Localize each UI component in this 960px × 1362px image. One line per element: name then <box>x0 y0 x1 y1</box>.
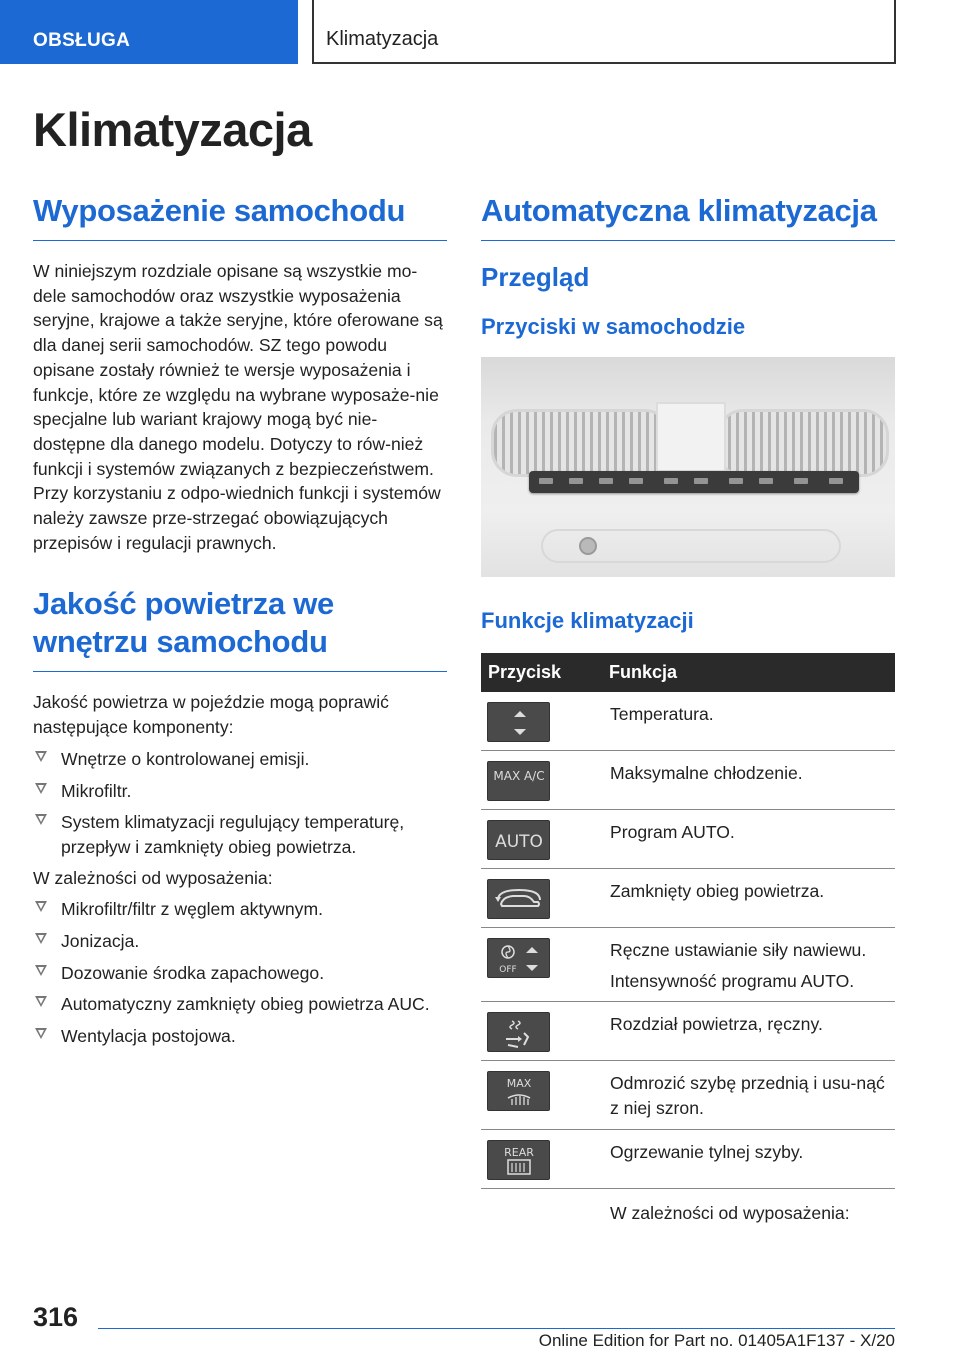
overview-heading: Przegląd <box>481 262 590 292</box>
table-row <box>481 869 895 928</box>
footer-divider <box>98 1328 895 1329</box>
equipment-heading: Wyposażenie samochodu <box>33 192 447 241</box>
function-text: Rozdział powietrza, ręczny. <box>605 1002 895 1061</box>
svg-text:REAR: REAR <box>504 1145 534 1159</box>
air-quality-heading: Jakość powietrza we wnętrzu samochodu <box>33 585 447 672</box>
max-ac-icon <box>487 761 550 801</box>
svg-text:OFF: OFF <box>499 965 517 975</box>
list-item: Wnętrze o kontrolowanej emisji. <box>33 747 447 772</box>
dashboard-photo <box>481 357 895 577</box>
right-air-vent <box>717 409 889 477</box>
list-item: Mikrofiltr/filtr z węglem aktywnym. <box>33 897 447 922</box>
left-air-vent <box>491 409 671 477</box>
bullet-triangle-icon <box>35 783 47 794</box>
climate-control-panel <box>529 471 859 493</box>
air-quality-list <box>33 747 447 860</box>
header-chapter-title: Klimatyzacja <box>312 0 896 64</box>
table-row <box>481 810 895 869</box>
volume-knob <box>579 537 597 555</box>
svg-text:MAX A/C: MAX A/C <box>493 769 545 783</box>
table-row <box>481 1188 895 1233</box>
function-text: Zamknięty obieg powietrza. <box>605 869 895 928</box>
function-text: Maksymalne chłodzenie. <box>605 751 895 810</box>
list-item: Dozowanie środka zapachowego. <box>33 961 447 986</box>
list-item: Automatyczny zamknięty obieg powietrza AUC. <box>33 992 447 1017</box>
page-title: Klimatyzacja <box>33 103 312 156</box>
bullet-triangle-icon <box>35 751 47 762</box>
function-text: Program AUTO. <box>605 810 895 869</box>
bullet-triangle-icon <box>35 965 47 976</box>
rear-defrost-icon <box>487 1140 550 1180</box>
header-section-tab[interactable]: OBSŁUGA <box>0 0 298 64</box>
svg-text:MAX: MAX <box>506 1077 532 1091</box>
center-panel <box>656 402 726 472</box>
function-text: Odmrozić szybę przednią i usu-nąć z niej szron. <box>605 1061 895 1129</box>
air-quality-intro: Jakość powietrza w pojeździe mogą poprawić następujące komponenty: <box>33 692 389 738</box>
column-header-button: Przycisk <box>481 653 605 692</box>
function-footer-note: W zależności od wyposażenia: <box>605 1188 895 1233</box>
max-defrost-icon <box>487 1071 550 1111</box>
auto-climate-heading: Automatyczna klimatyzacja <box>481 192 895 241</box>
function-text: Temperatura. <box>605 692 895 751</box>
list-item: System klimatyzacji regulujący temperaturę, przepływ i zamknięty obieg powietrza. <box>33 810 447 859</box>
function-text: Ogrzewanie tylnej szyby. <box>605 1129 895 1188</box>
fan-speed-icon <box>487 938 550 978</box>
table-row <box>481 928 895 1002</box>
table-row <box>481 1129 895 1188</box>
table-row <box>481 1061 895 1129</box>
functions-heading: Funkcje klimatyzacji <box>481 608 694 633</box>
table-row <box>481 1002 895 1061</box>
column-header-function: Funkcja <box>605 653 895 692</box>
bullet-triangle-icon <box>35 814 47 825</box>
table-row <box>481 751 895 810</box>
table-header-row <box>481 653 895 692</box>
list-item: Jonizacja. <box>33 929 447 954</box>
function-text: Ręczne ustawianie siły nawiewu. <box>610 940 867 960</box>
list-item: Wentylacja postojowa. <box>33 1024 447 1049</box>
air-distribution-icon <box>487 1012 550 1052</box>
climate-functions-table <box>481 653 895 1234</box>
table-row <box>481 692 895 751</box>
bullet-triangle-icon <box>35 933 47 944</box>
svg-text:AUTO: AUTO <box>495 832 543 852</box>
footer-edition: Online Edition for Part no. 01405A1F137 - X/20 <box>538 1331 895 1350</box>
temperature-arrows-icon <box>487 702 550 742</box>
equipment-note: W zależności od wyposażenia: <box>33 867 273 888</box>
page-number: 316 <box>33 1302 79 1332</box>
bullet-triangle-icon <box>35 996 47 1007</box>
bullet-triangle-icon <box>35 901 47 912</box>
bullet-triangle-icon <box>35 1028 47 1039</box>
list-item: Mikrofiltr. <box>33 779 447 804</box>
recirculation-icon <box>487 879 550 919</box>
auto-icon <box>487 820 550 860</box>
buttons-in-car-heading: Przyciski w samochodzie <box>481 314 746 339</box>
function-text-secondary: Intensywność programu AUTO. <box>610 970 855 991</box>
equipment-text: W niniejszym rozdziale opisane są wszystkie mo-dele samochodów oraz wszystkie wyposażenia seryjne, krajowe a także seryjne, które oferowane są dla danej serii samochodów. SZ tego powodu opisane zostały również te wersje wyposażenia i funkcje, które ze względu na wybrane wyposaże-nie specjalne lub wariant krajowy mogą być nie-dostępne dla danego modelu. Dotyczy to rów-nież funkcji i systemów związanych z bezpieczeństwem. Przy korzystaniu z odpo-wiednich funkcji i systemów należy zawsze prze-strzegać obowiązujących przepisów i regulacji prawnych. <box>33 261 443 553</box>
right-column <box>481 192 895 1234</box>
optional-equipment-list <box>33 897 447 1049</box>
left-column <box>33 192 447 1049</box>
